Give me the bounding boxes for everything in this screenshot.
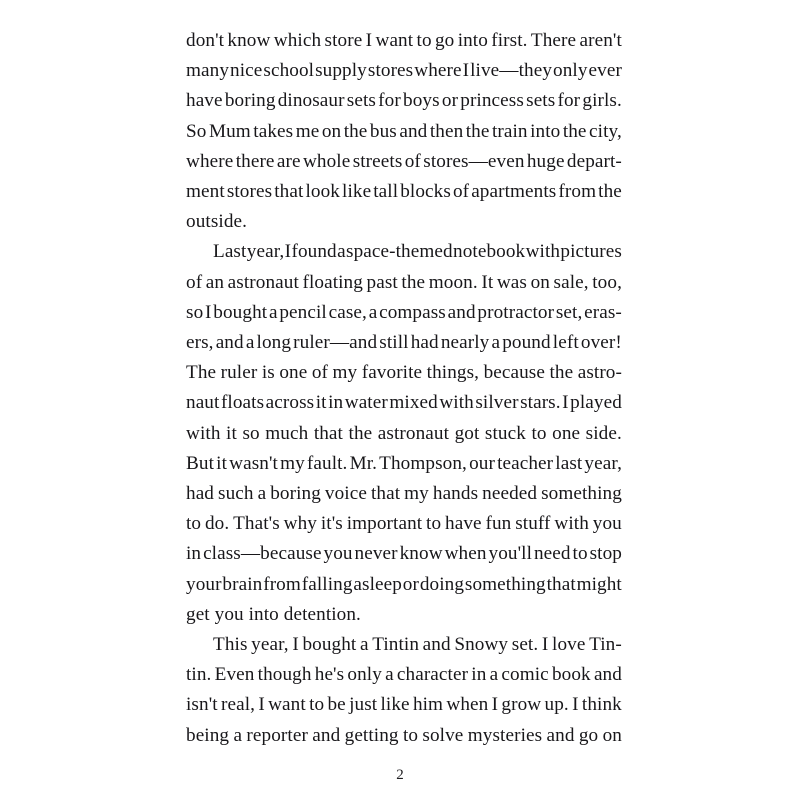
text-line: naut floats across it in water mixed with silver stars. I played <box>186 392 622 414</box>
text-line: so I bought a pencil case, a compass and protractor set, eras- <box>186 301 622 323</box>
paragraph-3 <box>186 630 622 751</box>
text-line: in class—because you never know when you'll need to stop <box>186 543 622 565</box>
text-line: had such a boring voice that my hands needed something <box>186 483 622 505</box>
text-line: So Mum takes me on the bus and then the train into the city, <box>186 120 622 142</box>
text-line: many nice school supply stores where I live—they only ever <box>186 60 622 82</box>
text-line: outside. <box>186 211 248 233</box>
text-line: where there are whole streets of stores—even huge depart- <box>186 150 622 172</box>
paragraph-2 <box>186 237 622 630</box>
text-line: being a reporter and getting to solve mysteries and go on <box>186 724 622 746</box>
text-line: ment stores that look like tall blocks of apartments from the <box>186 181 622 203</box>
page-text-block <box>186 26 622 751</box>
paragraph-1 <box>186 26 622 237</box>
text-line: tin. Even though he's only a character in a comic book and <box>186 664 622 686</box>
text-line: get you into detention. <box>186 603 361 625</box>
text-line: have boring dinosaur sets for boys or princess sets for girls. <box>186 90 622 112</box>
text-line: The ruler is one of my favorite things, because the astro- <box>186 362 622 384</box>
text-line: ers, and a long ruler—and still had nearly a pound left over! <box>186 332 622 354</box>
text-line: with it so much that the astronaut got stuck to one side. <box>186 422 622 444</box>
text-line: But it wasn't my fault. Mr. Thompson, our teacher last year, <box>186 452 622 474</box>
text-line: of an astronaut floating past the moon. It was on sale, too, <box>186 271 622 293</box>
text-line: isn't real, I want to be just like him when I grow up. I think <box>186 694 622 716</box>
text-line: Last year, I found a space-themed notebook with pictures <box>213 241 622 263</box>
page-number: 2 <box>396 767 404 783</box>
text-line: don't know which store I want to go into first. There aren't <box>186 30 622 51</box>
text-line: your brain from falling asleep or doing something that might <box>186 573 622 595</box>
text-line: This year, I bought a Tintin and Snowy set. I love Tin- <box>213 634 622 656</box>
text-line: to do. That's why it's important to have fun stuff with you <box>186 513 622 535</box>
